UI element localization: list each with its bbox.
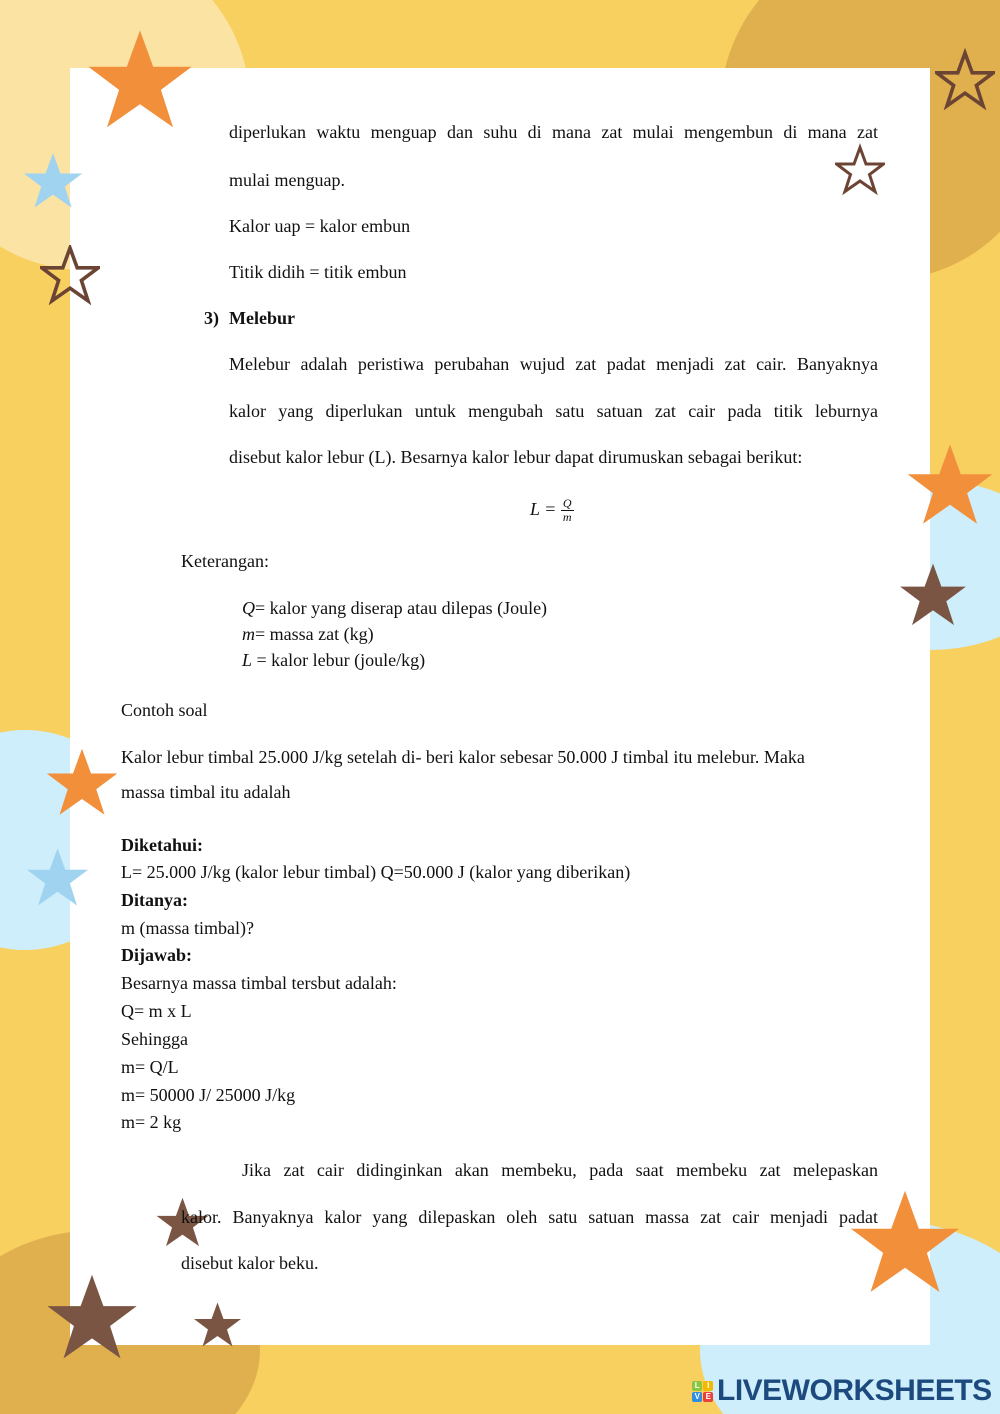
paragraph-line: Melebur adalah peristiwa perubahan wujud zat padat menjadi zat cair. Banyaknya <box>229 354 878 374</box>
definition: = massa zat (kg) <box>255 624 374 644</box>
liveworksheets-logo <box>692 1374 992 1408</box>
list-number: 3) <box>204 308 219 328</box>
star-icon <box>22 150 84 212</box>
solution-line: m= 50000 J/ 25000 J/kg <box>121 1085 296 1105</box>
ditanya-heading: Ditanya: <box>121 890 188 910</box>
star-outline-icon <box>835 140 885 200</box>
paragraph-line: kalor yang diperlukan untuk mengubah satu satuan zat cair pada titik leburnya <box>229 401 878 421</box>
paragraph-line: Jika zat cair didinginkan akan membeku, pada saat membeku zat melepaskan <box>242 1160 878 1180</box>
solution-line: m= Q/L <box>121 1057 179 1077</box>
paragraph-line: disebut kalor lebur (L). Besarnya kalor lebur dapat dirumuskan sebagai berikut: <box>229 447 803 467</box>
paragraph-line: disebut kalor beku. <box>181 1253 319 1273</box>
paragraph-line: kalor. Banyaknya kalor yang dilepaskan oleh satu satuan massa zat cair menjadi padat <box>181 1207 878 1227</box>
logo-badge-icon <box>692 1381 713 1402</box>
solution-line: L= 25.000 J/kg (kalor lebur timbal) Q=50.000 J (kalor yang diberikan) <box>121 862 631 882</box>
formula <box>530 494 574 524</box>
logo-letter: E <box>703 1392 713 1402</box>
logo-letter: I <box>703 1381 713 1391</box>
legend-item <box>242 623 374 645</box>
logo-letter: V <box>692 1392 702 1402</box>
solution-line: m= 2 kg <box>121 1112 182 1132</box>
formula-numerator: Q <box>562 496 572 511</box>
text-line: diperlukan waktu menguap dan suhu di mana zat mulai mengembun di mana zat <box>229 122 878 142</box>
text-line: Kalor uap = kalor embun <box>229 216 411 236</box>
diketahui-heading: Diketahui: <box>121 835 204 855</box>
formula-denominator: m <box>562 510 572 525</box>
formula-lhs: L = <box>530 499 557 519</box>
solution-line: Besarnya massa timbal tersbut adalah: <box>121 973 397 993</box>
solution-line: Sehingga <box>121 1029 188 1049</box>
star-icon <box>42 1270 142 1365</box>
star-outline-icon <box>40 245 100 305</box>
star-icon <box>898 560 968 630</box>
example-label: Contoh soal <box>121 700 208 720</box>
section-heading: Melebur <box>229 308 295 328</box>
symbol: Q <box>242 598 255 618</box>
solution-line: Q= m x L <box>121 1001 192 1021</box>
legend-item <box>242 597 547 619</box>
star-icon <box>845 1185 965 1300</box>
solution-line: m (massa timbal)? <box>121 918 254 938</box>
star-outline-icon <box>935 45 995 115</box>
definition: = kalor yang diserap atau dilepas (Joule) <box>255 598 548 618</box>
star-icon <box>42 745 122 820</box>
question-line: Kalor lebur timbal 25.000 J/kg setelah di- beri kalor sebesar 50.000 J timbal itu melebur. Maka <box>121 747 805 767</box>
question-line: massa timbal itu adalah <box>121 782 291 802</box>
logo-text: LIVEWORKSHEETS <box>717 1374 992 1407</box>
dijawab-heading: Dijawab: <box>121 945 192 965</box>
symbol: L <box>242 650 253 670</box>
star-icon <box>25 845 90 910</box>
text-line: Titik didih = titik embun <box>229 262 407 282</box>
legend-item <box>242 649 425 671</box>
symbol: m <box>242 624 255 644</box>
definition: = kalor lebur (joule/kg) <box>252 650 426 670</box>
star-icon <box>85 25 195 135</box>
star-icon <box>190 1300 245 1350</box>
text-line: mulai menguap. <box>229 170 345 190</box>
logo-letter: L <box>692 1381 702 1391</box>
keterangan-label: Keterangan: <box>181 551 269 571</box>
star-icon <box>905 440 995 530</box>
